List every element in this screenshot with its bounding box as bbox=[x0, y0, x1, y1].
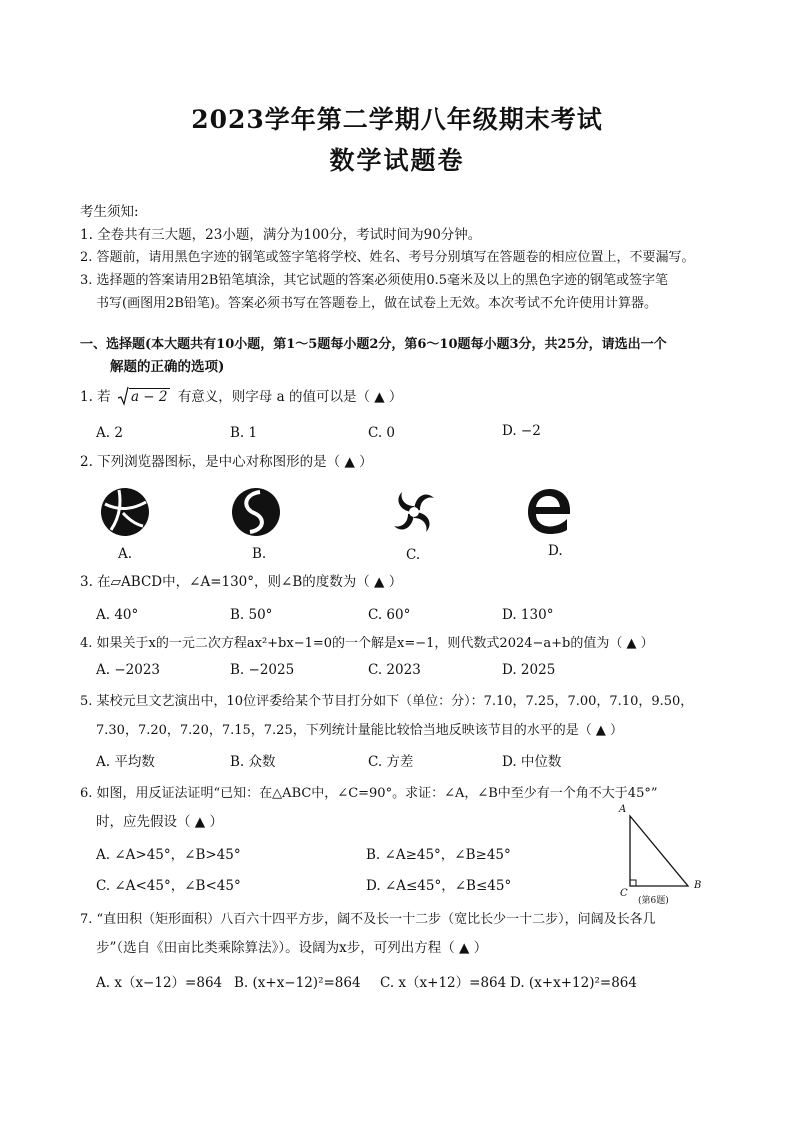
question-4: 4. 如果关于x的一元二次方程ax²+bx−1=0的一个解是x=−1，则代数式2024−a+b的值为（ ▲ ） bbox=[80, 636, 654, 651]
q5-option-b: B. 众数 bbox=[230, 754, 276, 770]
question-3: 3. 在▱ABCD中，∠A=130°，则∠B的度数为（ ▲ ） bbox=[80, 574, 403, 590]
q6-option-b: B. ∠A≥45°，∠B≥45° bbox=[366, 847, 511, 863]
q5-option-c: C. 方差 bbox=[368, 754, 414, 770]
q3-option-a: A. 40° bbox=[96, 607, 139, 623]
radicand: a − 2 bbox=[130, 389, 168, 405]
q7-option-c: C. x（x+12）=864 bbox=[380, 975, 507, 991]
q6-option-d: D. ∠A≤45°，∠B≤45° bbox=[366, 878, 512, 894]
q2-label-a: A. bbox=[118, 546, 133, 562]
triangle-figure bbox=[618, 806, 698, 892]
q3-option-d: D. 130° bbox=[502, 607, 554, 623]
question-1-suffix: 有意义，则字母 a 的值可以是（ ▲ ） bbox=[177, 389, 403, 405]
question-6-cont: 时，应先假设（ ▲ ） bbox=[96, 814, 223, 830]
q3-option-c: C. 60° bbox=[368, 607, 411, 623]
vertex-c-label: C bbox=[620, 888, 628, 899]
question-1 bbox=[80, 388, 402, 406]
notice-heading: 考生须知: bbox=[80, 204, 139, 220]
q4-option-c: C. 2023 bbox=[368, 662, 421, 678]
q4-option-b: B. −2025 bbox=[230, 662, 295, 678]
question-2: 2. 下列浏览器图标，是中心对称图形的是（ ▲ ） bbox=[80, 454, 373, 470]
q4-option-a: A. −2023 bbox=[96, 662, 160, 678]
q2-label-d: D. bbox=[548, 543, 563, 559]
page-subtitle: 数学试题卷 bbox=[329, 146, 465, 175]
q7-option-b: B. (x+x−12)²=864 bbox=[234, 975, 361, 991]
question-5: 5. 某校元旦文艺演出中，10位评委给某个节目打分如下（单位：分）：7.10，7.25，7.00，7.10，9.50， bbox=[80, 694, 694, 709]
notice-item-3-cont: 书写(画图用2B铅笔)。答案必须书写在答题卷上，做在试卷上无效。本次考试不允许使用计算器。 bbox=[96, 296, 657, 311]
q1-option-a: A. 2 bbox=[96, 425, 123, 441]
browser-icon-a bbox=[99, 486, 151, 538]
question-7: 7. “直田积（矩形面积）八百六十四平方步，阔不及长一十二步（宽比长少一十二步），问阔及长各几 bbox=[80, 912, 656, 927]
q5-option-d: D. 中位数 bbox=[502, 754, 562, 770]
q4-option-d: D. 2025 bbox=[502, 662, 556, 678]
question-7-cont: 步”（选自《田亩比类乘除算法》）。设阔为x步，可列出方程（ ▲ ） bbox=[96, 940, 488, 956]
question-1-prefix: 1. 若 bbox=[80, 389, 111, 405]
edge-browser-icon bbox=[524, 486, 574, 536]
sqrt-sign-icon bbox=[117, 386, 129, 406]
q1-option-c: C. 0 bbox=[368, 425, 396, 441]
q7-option-a: A. x（x−12）=864 bbox=[96, 975, 223, 991]
notice-item-1: 1. 全卷共有三大题，23小题，满分为100分，考试时间为90分钟。 bbox=[80, 227, 482, 243]
question-5-cont: 7.30，7.20，7.20，7.15，7.25，下列统计量能比较恰当地反映该节目的水平的是（ ▲ ） bbox=[96, 723, 623, 738]
browser-icon-b bbox=[230, 486, 282, 538]
question-6: 6. 如图，用反证法证明“已知：在△ABC中，∠C=90°。求证：∠A，∠B中至少有一个角不大于45°” bbox=[80, 786, 658, 801]
q2-label-c: C. bbox=[406, 547, 421, 563]
notice-item-2: 2. 答题前，请用黑色字迹的钢笔或签字笔将学校、姓名、考号分别填写在答题卷的相应位置上，不要漏写。 bbox=[80, 250, 695, 265]
page-title: 2023学年第二学期八年级期末考试 bbox=[191, 105, 603, 134]
q1-option-d: D. −2 bbox=[502, 423, 541, 439]
q6-option-c: C. ∠A<45°，∠B<45° bbox=[96, 878, 241, 894]
section-heading-cont: 解题的正确的选项) bbox=[110, 359, 225, 375]
q6-option-a: A. ∠A>45°，∠B>45° bbox=[96, 847, 241, 863]
q5-option-a: A. 平均数 bbox=[96, 754, 155, 770]
browser-icon-c bbox=[388, 486, 440, 538]
section-heading: 一、选择题(本大题共有10小题，第1～5题每小题2分，第6～10题每小题3分，共25分，请选出一个 bbox=[80, 337, 667, 352]
q7-option-d: D. (x+x+12)²=864 bbox=[510, 975, 637, 991]
q1-option-b: B. 1 bbox=[230, 425, 258, 441]
vertex-a-label: A bbox=[619, 804, 627, 815]
vertex-b-label: B bbox=[694, 880, 702, 891]
sqrt-expression bbox=[119, 388, 170, 406]
figure-caption: (第6题) bbox=[638, 896, 669, 906]
q3-option-b: B. 50° bbox=[230, 607, 273, 623]
q2-label-b: B. bbox=[252, 546, 267, 562]
notice-item-3: 3. 选择题的答案请用2B铅笔填涂，其它试题的答案必须使用0.5毫米及以上的黑色字迹的钢笔或签字笔 bbox=[80, 273, 669, 288]
